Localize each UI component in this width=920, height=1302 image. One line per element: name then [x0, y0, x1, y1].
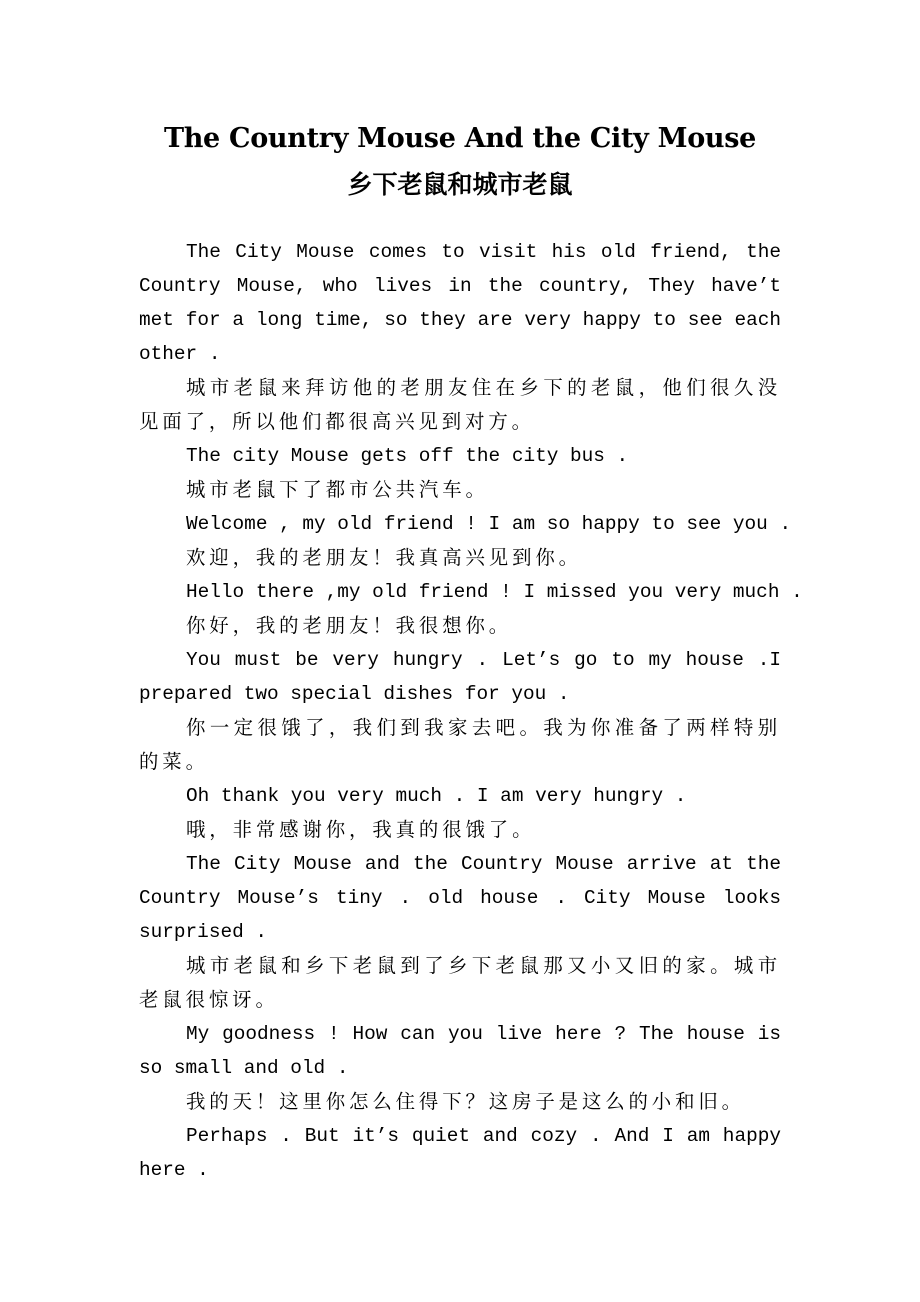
- paragraph-en-4: Hello there ,my old friend ! I missed you very much .: [186, 581, 803, 603]
- paragraph-zh-6: 哦，非常感谢你，我真的很饿了。: [186, 818, 536, 841]
- paragraph-en-8: My goodness ! How can you live here ? The house is so small and old .: [139, 1023, 781, 1079]
- paragraph-zh-1: 城市老鼠来拜访他的老朋友住在乡下的老鼠，他们很久没见面了，所以他们都很高兴见到对方。: [139, 376, 781, 433]
- paragraph-zh-2: 城市老鼠下了都市公共汽车。: [186, 478, 489, 501]
- title-english: The Country Mouse And the City Mouse: [163, 123, 757, 154]
- paragraph-en-9: Perhaps . But it’s quiet and cozy . And I am happy here .: [139, 1125, 781, 1181]
- title-block: [0, 118, 920, 210]
- title-chinese: 乡下老鼠和城市老鼠: [347, 170, 573, 199]
- paragraph-zh-8: 我的天！这里你怎么住得下？这房子是这么的小和旧。: [186, 1090, 745, 1113]
- paragraph-zh-7: 城市老鼠和乡下老鼠到了乡下老鼠那又小又旧的家。城市老鼠很惊讶。: [139, 954, 781, 1011]
- paragraph-en-7: The City Mouse and the Country Mouse arrive at the Country Mouse’s tiny . old house . City Mouse looks surprised .: [139, 853, 781, 943]
- paragraph-zh-3: 欢迎，我的老朋友！我真高兴见到你。: [186, 546, 582, 569]
- paragraph-en-1: The City Mouse comes to visit his old friend, the Country Mouse, who lives in the country, They have’t met for a long time, so they are very happy to see each other .: [139, 241, 781, 365]
- paragraph-en-5: You must be very hungry . Let’s go to my house .I prepared two special dishes for you .: [139, 649, 781, 705]
- paragraph-en-6: Oh thank you very much . I am very hungry .: [186, 785, 687, 807]
- story-body: [139, 235, 803, 1187]
- paragraph-en-2: The city Mouse gets off the city bus .: [186, 445, 629, 467]
- paragraph-en-3: Welcome , my old friend ! I am so happy to see you .: [186, 513, 792, 535]
- paragraph-zh-5: 你一定很饿了，我们到我家去吧。我为你准备了两样特别的菜。: [139, 716, 781, 773]
- paragraph-zh-4: 你好，我的老朋友！我很想你。: [186, 614, 513, 637]
